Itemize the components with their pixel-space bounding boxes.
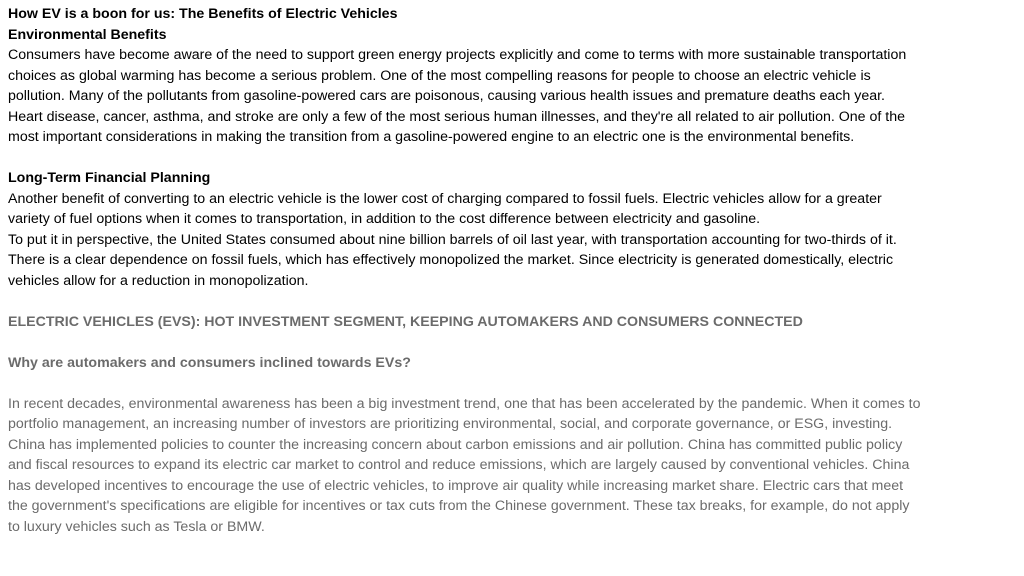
- document-title: How EV is a boon for us: The Benefits of Electric Vehicles: [8, 6, 398, 22]
- section-subheading-evs: Why are automakers and consumers inclined towards EVs?: [8, 354, 411, 371]
- section-body-evs: [8, 394, 1016, 538]
- section-body-financial: [8, 189, 1016, 292]
- paragraph-line: Consumers have become aware of the need to support green energy projects explicitly and come to terms with more sustainable transportation: [8, 47, 907, 63]
- paragraph-line: Another benefit of converting to an electric vehicle is the lower cost of charging compared to fossil fuels. Electric vehicles allow for a greater: [8, 190, 882, 207]
- section-heading-evs: ELECTRIC VEHICLES (EVS): HOT INVESTMENT SEGMENT, KEEPING AUTOMAKERS AND CONSUMERS CONNECTED: [8, 313, 803, 330]
- blank-line: [8, 148, 1016, 169]
- paragraph-line: and fiscal resources to expand its electric car market to control and reduce emissions, which are largely caused by conventional vehicles. China: [8, 457, 910, 473]
- paragraph-line: has developed incentives to encourage the use of electric vehicles, to improve air quality while increasing market share. Electric cars that meet: [8, 477, 904, 494]
- paragraph-line: portfolio management, an increasing number of investors are prioritizing environmental, social, and corporate governance, or ESG, investing.: [8, 416, 893, 432]
- paragraph-line: There is a clear dependence on fossil fuels, which has effectively monopolized the market. Since electricity is generated domestically, electric: [8, 252, 894, 268]
- paragraph-line: variety of fuel options when it comes to transportation, in addition to the cost difference between electricity and gasoline.: [8, 211, 761, 227]
- blank-line: [8, 373, 1016, 394]
- paragraph-line: choices as global warming has become a serious problem. One of the most compelling reasons for people to choose an electric vehicle is: [8, 67, 871, 84]
- paragraph-line: China has implemented policies to counter the increasing concern about carbon emissions and air pollution. China has committed public policy: [8, 436, 903, 453]
- paragraph-line: the government's specifications are eligible for incentives or tax cuts from the Chinese government. These tax breaks, for example, do not apply: [8, 498, 910, 514]
- paragraph-line: vehicles allow for a reduction in monopolization.: [8, 272, 309, 289]
- paragraph-line: most important considerations in making the transition from a gasoline-powered engine to an electric one is the environmental benefits.: [8, 129, 855, 145]
- blank-line: [8, 332, 1016, 353]
- paragraph-line: pollution. Many of the pollutants from gasoline-powered cars are poisonous, causing various health issues and premature deaths each year.: [8, 88, 885, 104]
- section-body-environmental: [8, 45, 1016, 148]
- paragraph-line: To put it in perspective, the United States consumed about nine billion barrels of oil last year, with transportation accounting for two-thirds of it.: [8, 231, 897, 248]
- section-heading-environmental: Environmental Benefits: [8, 26, 167, 43]
- blank-line: [8, 291, 1016, 312]
- paragraph-line: Heart disease, cancer, asthma, and stroke are only a few of the most serious human illnesses, and they're all related to air pollution. One of the: [8, 108, 906, 125]
- paragraph-line: to luxury vehicles such as Tesla or BMW.: [8, 518, 265, 535]
- paragraph-line: In recent decades, environmental awareness has been a big investment trend, one that has been accelerated by the pandemic. When it comes to: [8, 395, 921, 412]
- section-heading-financial: Long-Term Financial Planning: [8, 170, 211, 186]
